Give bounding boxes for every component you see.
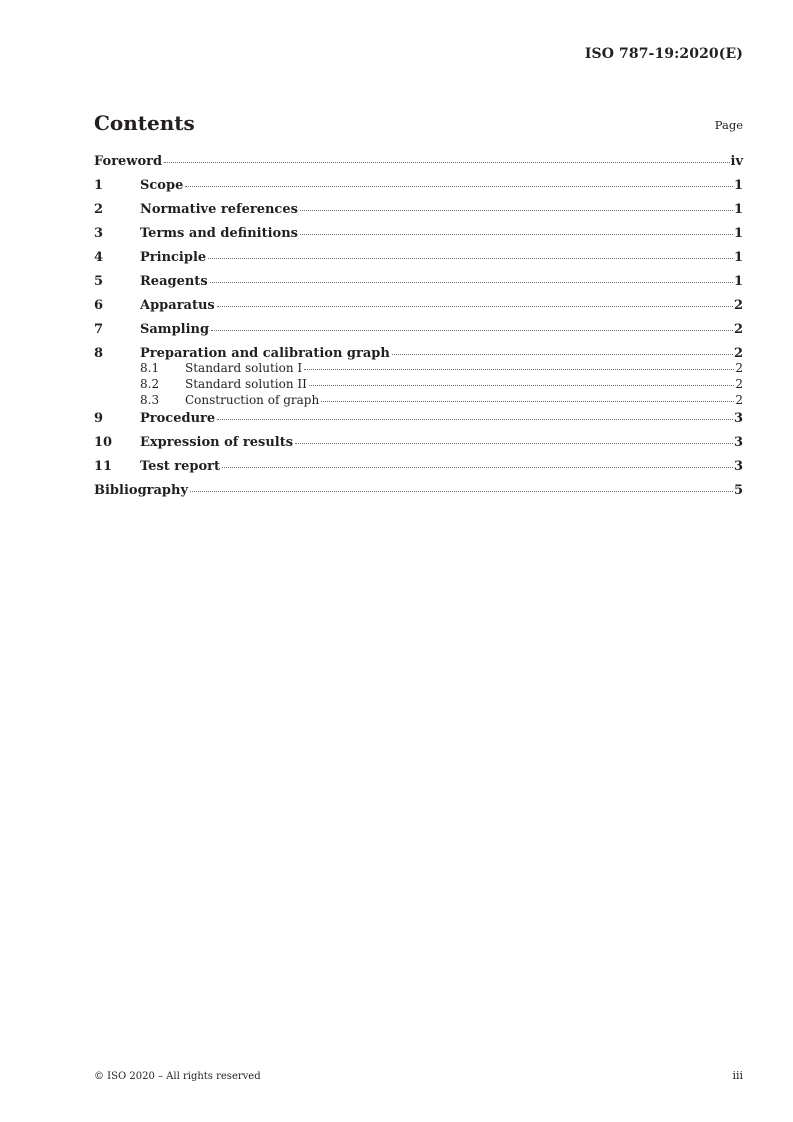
toc-entry-title: Terms and definitions bbox=[140, 226, 298, 241]
toc-entry-principle[interactable] bbox=[94, 250, 743, 274]
page-column-label: Page bbox=[714, 118, 743, 132]
page-number: iii bbox=[732, 1069, 743, 1082]
dot-leader bbox=[185, 186, 733, 187]
toc-subentry-standard-solution-i[interactable] bbox=[94, 361, 743, 377]
toc-subentry-title: Standard solution II bbox=[185, 377, 307, 391]
toc-entry-title: Procedure bbox=[140, 411, 216, 426]
dot-leader bbox=[210, 282, 733, 283]
dot-leader bbox=[321, 401, 734, 402]
dot-leader bbox=[222, 467, 733, 468]
toc-entry-page: 3 bbox=[733, 435, 743, 450]
dot-leader bbox=[300, 234, 733, 235]
toc-entry-title: Principle bbox=[140, 250, 207, 265]
dot-leader bbox=[217, 306, 733, 307]
toc-entry-title: Expression of results bbox=[140, 435, 294, 450]
toc-entry-title: Foreword bbox=[94, 154, 163, 169]
toc-entry-page: 5 bbox=[733, 483, 743, 498]
toc-subentry-number: 8.1 bbox=[140, 361, 160, 375]
toc-entry-page: 1 bbox=[733, 274, 743, 289]
toc-entry-title: Scope bbox=[140, 178, 184, 193]
toc-entry-number: 8 bbox=[94, 346, 104, 361]
toc-entry-number: 1 bbox=[94, 178, 104, 193]
toc-subentry-page: 2 bbox=[735, 361, 743, 375]
toc-entry-reagents[interactable] bbox=[94, 274, 743, 298]
toc-entry-page: 2 bbox=[733, 298, 743, 313]
toc-entry-page: 1 bbox=[733, 178, 743, 193]
toc-entry-apparatus[interactable] bbox=[94, 298, 743, 322]
dot-leader bbox=[304, 369, 734, 370]
dot-leader bbox=[295, 443, 733, 444]
contents-heading: Contents bbox=[94, 111, 195, 135]
toc-entry-title: Reagents bbox=[140, 274, 208, 289]
dot-leader bbox=[217, 419, 733, 420]
toc-subentry-standard-solution-ii[interactable] bbox=[94, 377, 743, 393]
toc-entry-title: Bibliography bbox=[94, 483, 189, 498]
toc-entry-title: Normative references bbox=[140, 202, 298, 217]
toc-entry-normative-references[interactable] bbox=[94, 202, 743, 226]
toc-entry-page: 3 bbox=[733, 411, 743, 426]
toc-entry-number: 11 bbox=[94, 459, 113, 474]
dot-leader bbox=[392, 354, 733, 355]
toc-entry-number: 2 bbox=[94, 202, 104, 217]
toc-entry-sampling[interactable] bbox=[94, 322, 743, 346]
toc-entry-number: 3 bbox=[94, 226, 104, 241]
dot-leader bbox=[208, 258, 733, 259]
toc-entry-title: Test report bbox=[140, 459, 221, 474]
toc-entry-page: iv bbox=[730, 154, 743, 169]
toc-entry-number: 5 bbox=[94, 274, 104, 289]
toc-entry-page: 1 bbox=[733, 202, 743, 217]
table-of-contents bbox=[94, 154, 743, 507]
toc-entry-page: 2 bbox=[733, 322, 743, 337]
toc-entry-foreword[interactable] bbox=[94, 154, 743, 178]
dot-leader bbox=[164, 162, 729, 163]
toc-entry-preparation-and-calibration-graph[interactable] bbox=[94, 346, 743, 361]
toc-entry-bibliography[interactable] bbox=[94, 483, 743, 507]
toc-entry-page: 2 bbox=[733, 346, 743, 361]
toc-subentry-page: 2 bbox=[735, 393, 743, 407]
toc-entry-procedure[interactable] bbox=[94, 411, 743, 435]
toc-entry-number: 10 bbox=[94, 435, 113, 450]
toc-subentry-number: 8.2 bbox=[140, 377, 160, 391]
toc-entry-number: 4 bbox=[94, 250, 104, 265]
toc-entry-number: 9 bbox=[94, 411, 104, 426]
dot-leader bbox=[190, 491, 733, 492]
dot-leader bbox=[300, 210, 733, 211]
toc-entry-page: 1 bbox=[733, 226, 743, 241]
toc-entry-scope[interactable] bbox=[94, 178, 743, 202]
toc-entry-page: 1 bbox=[733, 250, 743, 265]
toc-entry-title: Preparation and calibration graph bbox=[140, 346, 390, 361]
toc-entry-test-report[interactable] bbox=[94, 459, 743, 483]
toc-entry-number: 6 bbox=[94, 298, 104, 313]
toc-entry-terms-and-definitions[interactable] bbox=[94, 226, 743, 250]
toc-entry-title: Apparatus bbox=[140, 298, 215, 313]
dot-leader bbox=[211, 330, 733, 331]
toc-subentry-title: Standard solution I bbox=[185, 361, 303, 375]
toc-entry-expression-of-results[interactable] bbox=[94, 435, 743, 459]
toc-subentry-page: 2 bbox=[735, 377, 743, 391]
toc-entry-page: 3 bbox=[733, 459, 743, 474]
toc-subentry-number: 8.3 bbox=[140, 393, 160, 407]
toc-subentry-title: Construction of graph bbox=[185, 393, 320, 407]
toc-subentry-construction-of-graph[interactable] bbox=[94, 393, 743, 411]
copyright-notice: © ISO 2020 – All rights reserved bbox=[94, 1071, 261, 1082]
dot-leader bbox=[309, 385, 735, 386]
toc-entry-number: 7 bbox=[94, 322, 104, 337]
toc-entry-title: Sampling bbox=[140, 322, 210, 337]
document-identifier: ISO 787-19:2020(E) bbox=[584, 46, 743, 62]
